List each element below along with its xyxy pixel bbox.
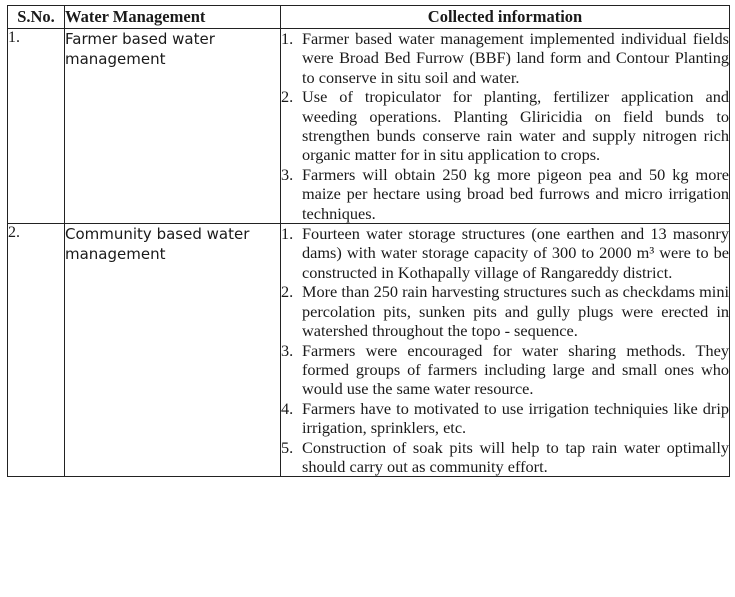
header-collected-information: Collected information [281,6,730,29]
list-item-number: 4. [281,398,294,418]
list-item-number: 3. [281,164,294,184]
list-item [281,438,729,477]
table-row [8,224,730,477]
list-item [281,165,729,223]
list-item-text: Use of tropiculator for planting, fertilizer application and weeding operations. Planting Gliricidia on field bunds to strengthen bunds conserve rain water and supply nitrogen rich organic matter for in situ application to crops. [302,87,729,165]
list-item-text: Farmer based water management implemented individual fields were Broad Bed Furrow (BBF) land form and Contour Planting to conserve in situ soil and water. [302,29,729,87]
list-item-text: More than 250 rain harvesting structures such as checkdams mini percolation pits, sunken pits and gully plugs were erected in watershed throughout the topo - sequence. [302,282,729,341]
list-item-number: 3. [281,340,294,360]
list-item [281,87,729,165]
list-item-number: 5. [281,437,294,457]
list-item-number: 2. [281,282,294,302]
list-item [281,341,729,399]
list-item-text: Farmers were encouraged for water sharing methods. They formed groups of farmers including large and small ones who would use the same water resource. [302,340,729,399]
header-sno: S.No. [8,6,65,29]
list-item-text: Farmers will obtain 250 kg more pigeon pea and 50 kg more maize per hectare using broad bed furrows and micro irrigation techniques. [302,164,729,223]
list-item-text: Fourteen water storage structures (one earthen and 13 masonry dams) with water storage capacity of 300 to 2000 m³ were to be constructed in Kothapally village of Rangareddy district. [302,224,729,282]
row-management-type: Farmer based water management [65,29,281,224]
list-item-number: 1. [281,224,294,244]
row-sno: 2. [8,224,65,477]
row-sno: 1. [8,29,65,224]
header-water-management: Water Management [65,6,281,29]
list-item-text: Farmers have to motivated to use irrigation techniquies like drip irrigation, sprinklers, etc. [302,398,729,438]
header-row [8,6,730,29]
row-management-type: Community based water management [65,224,281,477]
list-item-number: 2. [281,87,294,107]
list-item [281,224,729,282]
list-item [281,399,729,438]
list-item-number: 1. [281,29,294,48]
list-item [281,282,729,340]
list-item-text: Construction of soak pits will help to tap rain water optimally should carry out as community effort. [302,437,729,476]
water-management-table [7,5,730,477]
row-information [281,224,730,477]
list-item [281,29,729,87]
table-row [8,29,730,224]
row-information [281,29,730,224]
